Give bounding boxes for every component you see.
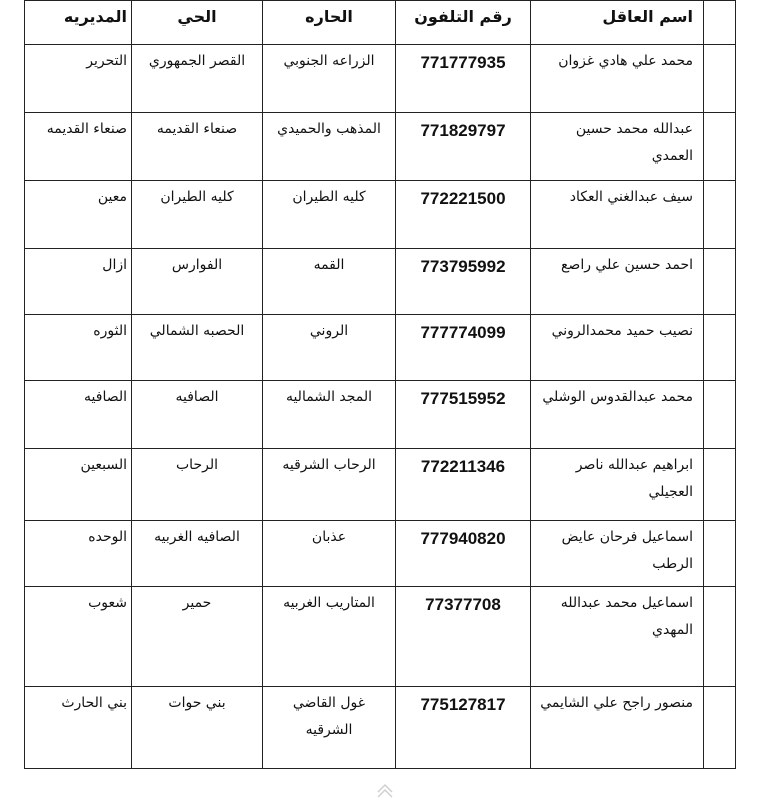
cell-harah: المتاريب الغربيه: [263, 587, 396, 687]
header-hay: الحي: [132, 1, 263, 45]
cell-name: منصور راجح علي الشايمي: [531, 687, 704, 769]
cell-harah: غول القاضي الشرقيه: [263, 687, 396, 769]
table-row: [25, 315, 736, 381]
cell-name: اسماعيل فرحان عايض الرطب: [531, 521, 704, 587]
cell-name: عبدالله محمد حسين العمدي: [531, 113, 704, 181]
extra-cell: [704, 315, 736, 381]
cell-phone: 771777935: [396, 45, 531, 113]
extra-cell: [704, 113, 736, 181]
cell-name: اسماعيل محمد عبدالله المهدي: [531, 587, 704, 687]
cell-harah: الزراعه الجنوبي: [263, 45, 396, 113]
cell-hay: حمير: [132, 587, 263, 687]
table-row: [25, 521, 736, 587]
cell-harah: كليه الطيران: [263, 181, 396, 249]
table-row: [25, 687, 736, 769]
table-row: [25, 45, 736, 113]
cell-hay: الحصبه الشمالي: [132, 315, 263, 381]
cell-phone: 777774099: [396, 315, 531, 381]
cell-phone: 777515952: [396, 381, 531, 449]
table-row: [25, 249, 736, 315]
cell-directorate: ازال: [25, 249, 132, 315]
extra-cell: [704, 587, 736, 687]
cell-name: سيف عبدالغني العكاد: [531, 181, 704, 249]
chevron-up-icon[interactable]: [374, 778, 396, 800]
cell-phone: 77377708: [396, 587, 531, 687]
cell-hay: كليه الطيران: [132, 181, 263, 249]
extra-cell: [704, 181, 736, 249]
contacts-table: [24, 0, 736, 769]
cell-name: ابراهيم عبدالله ناصر العجيلي: [531, 449, 704, 521]
cell-hay: الفوارس: [132, 249, 263, 315]
header-harah: الحاره: [263, 1, 396, 45]
cell-hay: الرحاب: [132, 449, 263, 521]
cell-directorate: الصافيه: [25, 381, 132, 449]
cell-harah: المذهب والحميدي: [263, 113, 396, 181]
extra-column-header: [704, 1, 736, 45]
cell-directorate: السبعين: [25, 449, 132, 521]
cell-harah: الرحاب الشرقيه: [263, 449, 396, 521]
cell-phone: 772221500: [396, 181, 531, 249]
extra-cell: [704, 249, 736, 315]
cell-hay: الصافيه الغربيه: [132, 521, 263, 587]
cell-hay: القصر الجمهوري: [132, 45, 263, 113]
cell-phone: 777940820: [396, 521, 531, 587]
cell-harah: المجد الشماليه: [263, 381, 396, 449]
cell-directorate: صنعاء القديمه: [25, 113, 132, 181]
extra-cell: [704, 45, 736, 113]
cell-name: محمد عبدالقدوس الوشلي: [531, 381, 704, 449]
table-row: [25, 181, 736, 249]
cell-phone: 772211346: [396, 449, 531, 521]
cell-directorate: معين: [25, 181, 132, 249]
cell-hay: الصافيه: [132, 381, 263, 449]
cell-directorate: الوحده: [25, 521, 132, 587]
cell-phone: 771829797: [396, 113, 531, 181]
extra-cell: [704, 449, 736, 521]
header-phone: رقم التلفون: [396, 1, 531, 45]
table-row: [25, 381, 736, 449]
header-directorate: المديريه: [25, 1, 132, 45]
table-row: [25, 449, 736, 521]
cell-directorate: التحرير: [25, 45, 132, 113]
table-row: [25, 587, 736, 687]
cell-directorate: الثوره: [25, 315, 132, 381]
cell-name: نصيب حميد محمدالروني: [531, 315, 704, 381]
extra-cell: [704, 381, 736, 449]
cell-phone: 775127817: [396, 687, 531, 769]
cell-phone: 773795992: [396, 249, 531, 315]
extra-cell: [704, 687, 736, 769]
cell-harah: الروني: [263, 315, 396, 381]
table-row: [25, 113, 736, 181]
extra-cell: [704, 521, 736, 587]
cell-name: محمد علي هادي غزوان: [531, 45, 704, 113]
header-row: [25, 1, 736, 45]
cell-directorate: شعوب: [25, 587, 132, 687]
cell-name: احمد حسين علي راصع: [531, 249, 704, 315]
cell-harah: القمه: [263, 249, 396, 315]
cell-hay: صنعاء القديمه: [132, 113, 263, 181]
cell-directorate: بني الحارث: [25, 687, 132, 769]
cell-harah: عذبان: [263, 521, 396, 587]
header-name: اسم العاقل: [531, 1, 704, 45]
cell-hay: بني حوات: [132, 687, 263, 769]
